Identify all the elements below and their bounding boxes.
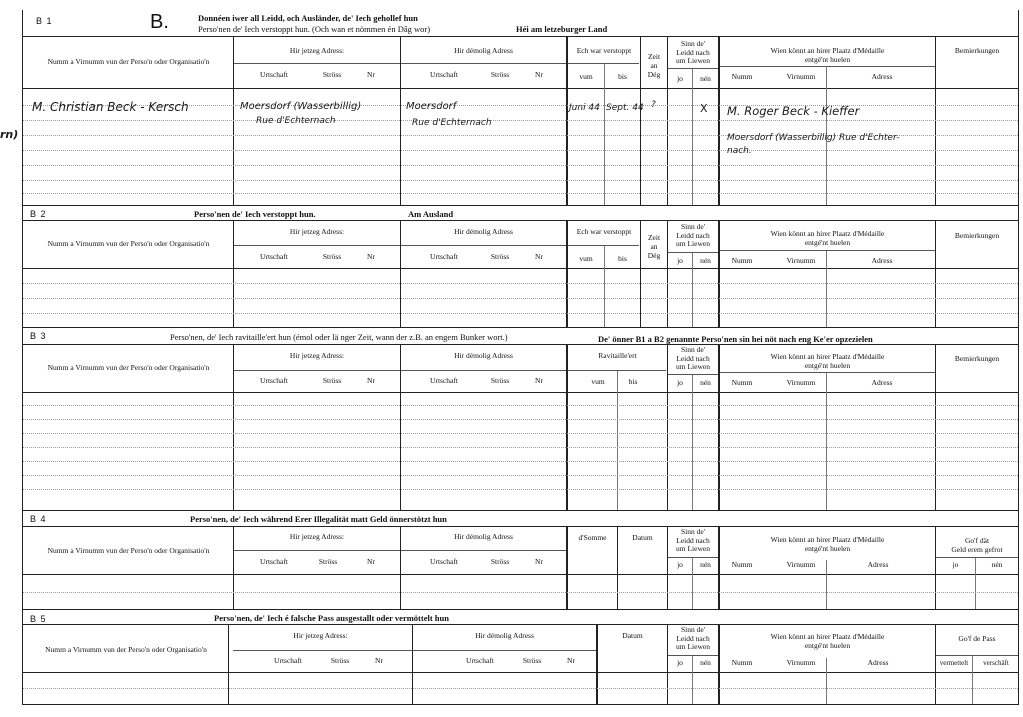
entry-days: ? bbox=[651, 100, 656, 110]
entry-nen-mark: X bbox=[700, 102, 708, 115]
stross-header: Ströss bbox=[322, 252, 342, 261]
bis-header: bis bbox=[628, 377, 638, 386]
urtschaft-header: Urtschaft bbox=[260, 252, 288, 261]
days-header: Zeit an Dég bbox=[647, 233, 661, 260]
ravitailleert-header: Ravitaille'ert bbox=[598, 351, 637, 360]
section-subtitle-2: Héi am letzeburger Land bbox=[516, 24, 608, 34]
numm-header: Numm bbox=[731, 378, 753, 387]
adress-header: Adress bbox=[871, 256, 893, 265]
nr-header: Nr bbox=[367, 252, 375, 261]
nr-header: Nr bbox=[567, 656, 575, 665]
risk-header: Sinn de' Leidd nach um Liewen bbox=[676, 625, 710, 651]
nen-header: nén bbox=[700, 560, 711, 569]
virnumm-header: Virnumm bbox=[786, 560, 816, 569]
medal-header: Wien könnt an hirer Plaatz d'Médaille entgé'nt huelen bbox=[770, 46, 885, 64]
entry-current-street: Rue d'Echternach bbox=[256, 116, 336, 126]
urtschaft-header: Urtschaft bbox=[430, 252, 458, 261]
virnumm-header: Virnumm bbox=[786, 378, 816, 387]
jo-header: jo bbox=[677, 256, 683, 265]
days-header: Zeit an Dég bbox=[647, 52, 661, 79]
virnumm-header: Virnumm bbox=[786, 72, 816, 81]
section-code: B 1 bbox=[36, 16, 53, 26]
jo-header: jo bbox=[677, 74, 683, 83]
stross-header: Ströss bbox=[490, 70, 510, 79]
name-column-header: Numm a Virnumm vun der Perso'n oder Organisatio'n bbox=[45, 645, 207, 654]
stross-header: Ströss bbox=[522, 656, 542, 665]
urtschaft-header: Urtschaft bbox=[466, 656, 494, 665]
section-title: Donnéen iwer all Leidd, och Ausländer, de' Iech gehollef hun bbox=[198, 13, 418, 23]
nr-header: Nr bbox=[535, 252, 543, 261]
section-title: Perso'nen de' Iech verstoppt hun. bbox=[194, 209, 316, 219]
stross-header: Ströss bbox=[330, 656, 350, 665]
name-column-header: Numm a Virnumm vun der Perso'n oder Organisatio'n bbox=[47, 57, 210, 66]
virnumm-header: Virnumm bbox=[786, 658, 816, 667]
urtschaft-header: Urtschaft bbox=[260, 70, 288, 79]
vum-header: vum bbox=[591, 377, 605, 386]
numm-header: Numm bbox=[731, 560, 753, 569]
name-column-header: Numm a Virnumm vun der Perso'n oder Organisatio'n bbox=[47, 546, 210, 555]
section-title: Perso'nen, de' Iech é falsche Pass ausgestallt oder vermöttelt hun bbox=[214, 613, 449, 623]
hidden-header: Ech war verstoppt bbox=[576, 227, 632, 236]
jo-header: jo bbox=[677, 560, 683, 569]
jo-header: jo bbox=[677, 378, 683, 387]
section-subtitle: De' önner B1 a B2 genannte Perso'nen sin hei nöt nach eng Ke'er opzezielen bbox=[598, 334, 873, 344]
vum-header: vum bbox=[579, 254, 593, 263]
entry-former-town: Moersdorf bbox=[406, 101, 457, 112]
medal-header: Wien könnt an hirer Plaatz d'Médaille entgé'nt huelen bbox=[770, 229, 885, 247]
entry-medal-address: Moersdorf (Wasserbillig) Rue d'Echter- bbox=[727, 133, 900, 143]
entry-medal-name: M. Roger Beck - Kieffer bbox=[727, 104, 860, 118]
section-code: B 4 bbox=[30, 514, 47, 524]
adress-header: Adress bbox=[871, 72, 893, 81]
entry-current-town: Moersdorf (Wasserbillig) bbox=[240, 101, 362, 112]
former-address-header: Hir démolig Adress bbox=[454, 46, 513, 55]
numm-header: Numm bbox=[731, 256, 753, 265]
risk-header: Sinn de' Leidd nach um Liewen bbox=[676, 527, 710, 553]
urtschaft-header: Urtschaft bbox=[430, 557, 458, 566]
nr-header: Nr bbox=[375, 656, 383, 665]
section-subtitle: Perso'nen de' Iech verstoppt hun. (Och wan et nömmen én Dâg wor) bbox=[198, 24, 431, 34]
nr-header: Nr bbox=[535, 376, 543, 385]
section-subtitle: Am Ausland bbox=[408, 209, 454, 219]
risk-header: Sinn de' Leidd nach um Liewen bbox=[676, 345, 710, 371]
gof-dat-header: Go'f dät Geld erem gefrot bbox=[951, 536, 1003, 554]
nr-header: Nr bbox=[535, 70, 543, 79]
section-code: B 3 bbox=[30, 331, 47, 341]
nen-header: nén bbox=[700, 658, 711, 667]
stross-header: Ströss bbox=[322, 70, 342, 79]
stross-header: Ströss bbox=[322, 376, 342, 385]
nr-header: Nr bbox=[367, 70, 375, 79]
section-title: Perso'nen, de' Iech während Erer Illegalität matt Geld önnerstötzt hun bbox=[190, 514, 447, 524]
hidden-header: Ech war verstoppt bbox=[576, 46, 632, 55]
former-address-header: Hir démolig Adress bbox=[454, 532, 513, 541]
datum-header: Datum bbox=[632, 533, 653, 542]
medal-header: Wien könnt an hirer Plaatz d'Médaille entgé'nt huelen bbox=[770, 535, 885, 553]
medal-header: Wien könnt an hirer Plaatz d'Médaille entgé'nt huelen bbox=[770, 352, 885, 370]
remarks-header: Bemierkungen bbox=[954, 354, 1000, 363]
section-title: Perso'nen, de' Iech ravitaille'ert hun (émol oder lä nger Zeit, wann der z.B. an engem Bunker wort.) bbox=[170, 332, 508, 342]
nen-header: nén bbox=[700, 256, 711, 265]
adress-header: Adress bbox=[867, 658, 889, 667]
medal-header: Wien könnt an hirer Plaatz d'Médaille entgé'nt huelen bbox=[770, 632, 885, 650]
section-code: B 5 bbox=[30, 614, 47, 624]
stross-header: Ströss bbox=[490, 557, 510, 566]
urtschaft-header: Urtschaft bbox=[274, 656, 302, 665]
entry-from: Juni 44 bbox=[569, 103, 600, 113]
current-address-header: Hir jetzeg Adress: bbox=[289, 532, 345, 541]
current-address-header: Hir jetzeg Adress: bbox=[289, 351, 345, 360]
vum-header: vum bbox=[579, 72, 593, 81]
bis-header: bis bbox=[618, 72, 627, 81]
jo-header: jo bbox=[677, 658, 683, 667]
urtschaft-header: Urtschaft bbox=[430, 70, 458, 79]
risk-header: Sinn de' Leidd nach um Liewen bbox=[676, 39, 710, 65]
entry-name: M. Christian Beck - Kersch bbox=[32, 100, 189, 114]
remarks-header: Bemierkungen bbox=[954, 46, 1000, 55]
nr-header: Nr bbox=[535, 557, 543, 566]
adress-header: Adress bbox=[871, 378, 893, 387]
vermettelt-header: vermettelt bbox=[939, 659, 969, 667]
current-address-header: Hir jetzeg Adress: bbox=[289, 227, 345, 236]
name-column-header: Numm a Virnumm vun der Perso'n oder Organisatio'n bbox=[47, 363, 210, 372]
risk-header: Sinn de' Leidd nach um Liewen bbox=[676, 222, 710, 248]
former-address-header: Hir démolig Adress bbox=[454, 351, 513, 360]
numm-header: Numm bbox=[731, 658, 753, 667]
entry-medal-address-2: nach. bbox=[727, 146, 752, 156]
nen-header: nén bbox=[700, 378, 711, 387]
bis-header: bis bbox=[618, 254, 627, 263]
urtschaft-header: Urtschaft bbox=[260, 376, 288, 385]
urtschaft-header: Urtschaft bbox=[430, 376, 458, 385]
virnumm-header: Virnumm bbox=[786, 256, 816, 265]
remarks-header: Bemierkungen bbox=[954, 231, 1000, 240]
datum-header: Datum bbox=[622, 631, 643, 640]
nr-header: Nr bbox=[367, 557, 375, 566]
name-column-header: Numm a Virnumm vun der Perso'n oder Organisatio'n bbox=[47, 239, 210, 248]
nen-header: nén bbox=[991, 560, 1003, 569]
stross-header: Ströss bbox=[490, 376, 510, 385]
somme-header: d'Somme bbox=[578, 533, 607, 542]
nen-header: nén bbox=[700, 74, 711, 83]
section-letter: B. bbox=[150, 11, 169, 33]
current-address-header: Hir jetzeg Adress: bbox=[293, 631, 348, 640]
adress-header: Adress bbox=[867, 560, 889, 569]
nr-header: Nr bbox=[367, 376, 375, 385]
numm-header: Numm bbox=[731, 72, 753, 81]
section-code: B 2 bbox=[30, 209, 47, 219]
stross-header: Ströss bbox=[490, 252, 510, 261]
verschaft-header: verschäft bbox=[983, 659, 1009, 667]
margin-fragment: rn) bbox=[0, 128, 19, 141]
urtschaft-header: Urtschaft bbox=[260, 557, 288, 566]
former-address-header: Hir démolig Adress bbox=[454, 227, 513, 236]
gof-pass-header: Go'f de Pass bbox=[958, 634, 996, 643]
jo-header: jo bbox=[952, 560, 959, 569]
entry-former-street: Rue d'Echternach bbox=[412, 118, 492, 128]
former-address-header: Hir démolig Adress bbox=[475, 631, 534, 640]
current-address-header: Hir jetzeg Adress: bbox=[289, 46, 345, 55]
stross-header: Ströss bbox=[318, 557, 338, 566]
entry-to: Sept. 44 bbox=[606, 103, 644, 113]
